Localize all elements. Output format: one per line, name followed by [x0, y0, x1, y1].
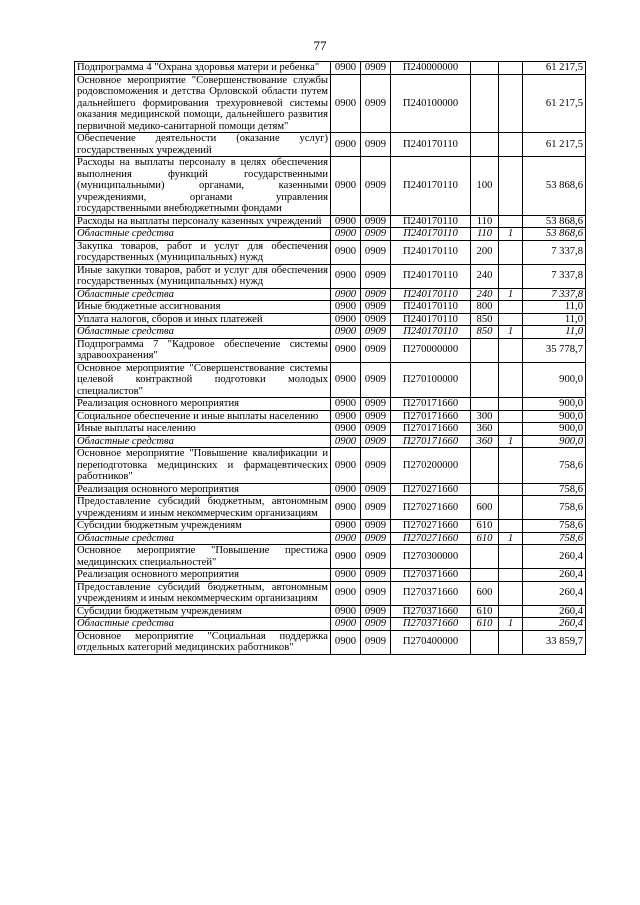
target-article-code: П270171660 — [391, 435, 471, 448]
subsection-code: 0909 — [361, 362, 391, 398]
subsection-code: 0909 — [361, 605, 391, 618]
expense-type-code — [471, 62, 499, 75]
subsection-code: 0909 — [361, 483, 391, 496]
amount: 900,0 — [523, 435, 586, 448]
amount: 7 337,8 — [523, 240, 586, 264]
funding-source-code — [499, 605, 523, 618]
target-article-code: П240100000 — [391, 74, 471, 133]
target-article-code: П270171660 — [391, 398, 471, 411]
item-name: Областные средства — [75, 532, 331, 545]
target-article-code: П270371660 — [391, 618, 471, 631]
target-article-code: П240170110 — [391, 215, 471, 228]
expense-type-code — [471, 630, 499, 654]
table-row — [75, 362, 586, 398]
section-code: 0900 — [331, 496, 361, 520]
target-article-code: П270200000 — [391, 448, 471, 484]
table-row — [75, 532, 586, 545]
target-article-code: П270400000 — [391, 630, 471, 654]
item-name: Иные бюджетные ассигнования — [75, 301, 331, 314]
amount: 758,6 — [523, 448, 586, 484]
section-code: 0900 — [331, 423, 361, 436]
section-code: 0900 — [331, 435, 361, 448]
target-article-code: П270271660 — [391, 483, 471, 496]
amount: 758,6 — [523, 520, 586, 533]
expense-type-code — [471, 448, 499, 484]
target-article-code: П240170110 — [391, 240, 471, 264]
funding-source-code: 1 — [499, 435, 523, 448]
subsection-code: 0909 — [361, 581, 391, 605]
target-article-code: П240000000 — [391, 62, 471, 75]
item-name: Расходы на выплаты персоналу в целях обеспечения выполнения функций государственными (муниципальными) органами, казенными учреждениями, органами управления государственными внебюджетными фондами — [75, 157, 331, 216]
amount: 900,0 — [523, 410, 586, 423]
section-code: 0900 — [331, 215, 361, 228]
section-code: 0900 — [331, 133, 361, 157]
item-name: Реализация основного мероприятия — [75, 483, 331, 496]
expense-type-code — [471, 133, 499, 157]
section-code: 0900 — [331, 398, 361, 411]
target-article-code: П240170110 — [391, 288, 471, 301]
subsection-code: 0909 — [361, 545, 391, 569]
expense-type-code: 100 — [471, 157, 499, 216]
subsection-code: 0909 — [361, 435, 391, 448]
table-row — [75, 618, 586, 631]
section-code: 0900 — [331, 630, 361, 654]
item-name: Областные средства — [75, 435, 331, 448]
subsection-code: 0909 — [361, 264, 391, 288]
item-name: Предоставление субсидий бюджетным, автономным учреждениям и иным некоммерческим организациям — [75, 496, 331, 520]
expense-type-code: 600 — [471, 581, 499, 605]
expense-type-code: 360 — [471, 435, 499, 448]
expense-type-code: 610 — [471, 605, 499, 618]
funding-source-code — [499, 448, 523, 484]
table-row — [75, 240, 586, 264]
target-article-code: П270000000 — [391, 338, 471, 362]
subsection-code: 0909 — [361, 313, 391, 326]
funding-source-code — [499, 496, 523, 520]
table-row — [75, 313, 586, 326]
section-code: 0900 — [331, 62, 361, 75]
funding-source-code: 1 — [499, 326, 523, 339]
target-article-code: П270271660 — [391, 520, 471, 533]
section-code: 0900 — [331, 313, 361, 326]
table-row — [75, 496, 586, 520]
item-name: Реализация основного мероприятия — [75, 569, 331, 582]
funding-source-code — [499, 157, 523, 216]
expense-type-code: 110 — [471, 228, 499, 241]
subsection-code: 0909 — [361, 228, 391, 241]
table-row — [75, 326, 586, 339]
expense-type-code — [471, 398, 499, 411]
expense-type-code: 610 — [471, 532, 499, 545]
table-row — [75, 215, 586, 228]
table-row — [75, 581, 586, 605]
item-name: Социальное обеспечение и иные выплаты населению — [75, 410, 331, 423]
expense-type-code: 240 — [471, 288, 499, 301]
item-name: Иные выплаты населению — [75, 423, 331, 436]
funding-source-code — [499, 423, 523, 436]
expense-type-code: 850 — [471, 326, 499, 339]
table-row — [75, 630, 586, 654]
item-name: Уплата налогов, сборов и иных платежей — [75, 313, 331, 326]
expense-type-code: 850 — [471, 313, 499, 326]
item-name: Областные средства — [75, 288, 331, 301]
amount: 61 217,5 — [523, 133, 586, 157]
expense-type-code: 200 — [471, 240, 499, 264]
expense-type-code: 300 — [471, 410, 499, 423]
expense-type-code: 610 — [471, 520, 499, 533]
amount: 7 337,8 — [523, 288, 586, 301]
item-name: Основное мероприятие "Повышение престижа медицинских специальностей" — [75, 545, 331, 569]
subsection-code: 0909 — [361, 448, 391, 484]
subsection-code: 0909 — [361, 62, 391, 75]
funding-source-code — [499, 133, 523, 157]
target-article-code: П270171660 — [391, 423, 471, 436]
expense-type-code — [471, 545, 499, 569]
section-code: 0900 — [331, 410, 361, 423]
section-code: 0900 — [331, 581, 361, 605]
table-row — [75, 398, 586, 411]
item-name: Областные средства — [75, 228, 331, 241]
section-code: 0900 — [331, 338, 361, 362]
funding-source-code — [499, 410, 523, 423]
item-name: Областные средства — [75, 326, 331, 339]
table-row — [75, 435, 586, 448]
section-code: 0900 — [331, 605, 361, 618]
target-article-code: П270371660 — [391, 569, 471, 582]
expense-type-code: 360 — [471, 423, 499, 436]
section-code: 0900 — [331, 74, 361, 133]
amount: 758,6 — [523, 496, 586, 520]
subsection-code: 0909 — [361, 520, 391, 533]
table-row — [75, 62, 586, 75]
funding-source-code — [499, 74, 523, 133]
amount: 11,0 — [523, 313, 586, 326]
table-row — [75, 264, 586, 288]
item-name: Реализация основного мероприятия — [75, 398, 331, 411]
subsection-code: 0909 — [361, 338, 391, 362]
target-article-code: П270300000 — [391, 545, 471, 569]
section-code: 0900 — [331, 532, 361, 545]
funding-source-code — [499, 62, 523, 75]
item-name: Основное мероприятие "Совершенствование системы целевой контрактной подготовки молодых специалистов" — [75, 362, 331, 398]
table-row — [75, 423, 586, 436]
target-article-code: П240170110 — [391, 313, 471, 326]
amount: 260,4 — [523, 618, 586, 631]
target-article-code: П240170110 — [391, 264, 471, 288]
section-code: 0900 — [331, 618, 361, 631]
section-code: 0900 — [331, 301, 361, 314]
table-row — [75, 483, 586, 496]
amount: 758,6 — [523, 532, 586, 545]
item-name: Иные закупки товаров, работ и услуг для обеспечения государственных (муниципальных) нужд — [75, 264, 331, 288]
table-row — [75, 448, 586, 484]
table-row — [75, 520, 586, 533]
table-row — [75, 288, 586, 301]
item-name: Обеспечение деятельности (оказание услуг) государственных учреждений — [75, 133, 331, 157]
item-name: Расходы на выплаты персоналу казенных учреждений — [75, 215, 331, 228]
expense-type-code — [471, 338, 499, 362]
amount: 11,0 — [523, 326, 586, 339]
subsection-code: 0909 — [361, 326, 391, 339]
item-name: Закупка товаров, работ и услуг для обеспечения государственных (муниципальных) нужд — [75, 240, 331, 264]
target-article-code: П240170110 — [391, 326, 471, 339]
item-name: Подпрограмма 7 "Кадровое обеспечение системы здравоохранения" — [75, 338, 331, 362]
table-row — [75, 301, 586, 314]
expense-type-code — [471, 74, 499, 133]
expense-type-code: 610 — [471, 618, 499, 631]
funding-source-code — [499, 362, 523, 398]
funding-source-code: 1 — [499, 618, 523, 631]
subsection-code: 0909 — [361, 569, 391, 582]
funding-source-code: 1 — [499, 532, 523, 545]
amount: 35 778,7 — [523, 338, 586, 362]
section-code: 0900 — [331, 240, 361, 264]
expense-type-code: 800 — [471, 301, 499, 314]
amount: 260,4 — [523, 581, 586, 605]
table-row — [75, 133, 586, 157]
table-row — [75, 410, 586, 423]
amount: 53 868,6 — [523, 228, 586, 241]
amount: 900,0 — [523, 362, 586, 398]
page-number: 77 — [313, 38, 327, 53]
subsection-code: 0909 — [361, 240, 391, 264]
table-row — [75, 157, 586, 216]
amount: 61 217,5 — [523, 62, 586, 75]
funding-source-code — [499, 545, 523, 569]
expense-type-code — [471, 483, 499, 496]
funding-source-code — [499, 264, 523, 288]
subsection-code: 0909 — [361, 532, 391, 545]
subsection-code: 0909 — [361, 618, 391, 631]
table-row — [75, 545, 586, 569]
funding-source-code — [499, 215, 523, 228]
item-name: Основное мероприятие "Повышение квалификации и переподготовка медицинских и фармацевтических работников" — [75, 448, 331, 484]
amount: 260,4 — [523, 545, 586, 569]
funding-source-code — [499, 630, 523, 654]
funding-source-code — [499, 581, 523, 605]
table-row — [75, 228, 586, 241]
section-code: 0900 — [331, 545, 361, 569]
target-article-code: П270171660 — [391, 410, 471, 423]
amount: 53 868,6 — [523, 157, 586, 216]
subsection-code: 0909 — [361, 215, 391, 228]
target-article-code: П270271660 — [391, 496, 471, 520]
funding-source-code — [499, 398, 523, 411]
subsection-code: 0909 — [361, 157, 391, 216]
target-article-code: П270371660 — [391, 605, 471, 618]
funding-source-code — [499, 569, 523, 582]
section-code: 0900 — [331, 362, 361, 398]
table-row — [75, 605, 586, 618]
section-code: 0900 — [331, 157, 361, 216]
budget-table — [74, 61, 586, 655]
expense-type-code — [471, 569, 499, 582]
table-row — [75, 569, 586, 582]
funding-source-code — [499, 483, 523, 496]
section-code: 0900 — [331, 288, 361, 301]
target-article-code: П240170110 — [391, 157, 471, 216]
subsection-code: 0909 — [361, 496, 391, 520]
section-code: 0900 — [331, 483, 361, 496]
amount: 11,0 — [523, 301, 586, 314]
target-article-code: П270271660 — [391, 532, 471, 545]
funding-source-code — [499, 301, 523, 314]
subsection-code: 0909 — [361, 423, 391, 436]
target-article-code: П270371660 — [391, 581, 471, 605]
funding-source-code — [499, 338, 523, 362]
item-name: Областные средства — [75, 618, 331, 631]
funding-source-code: 1 — [499, 228, 523, 241]
subsection-code: 0909 — [361, 288, 391, 301]
target-article-code: П240170110 — [391, 228, 471, 241]
expense-type-code: 240 — [471, 264, 499, 288]
item-name: Субсидии бюджетным учреждениям — [75, 520, 331, 533]
subsection-code: 0909 — [361, 398, 391, 411]
amount: 53 868,6 — [523, 215, 586, 228]
amount: 260,4 — [523, 605, 586, 618]
amount: 7 337,8 — [523, 264, 586, 288]
section-code: 0900 — [331, 448, 361, 484]
table-row — [75, 338, 586, 362]
section-code: 0900 — [331, 326, 361, 339]
subsection-code: 0909 — [361, 410, 391, 423]
table-row — [75, 74, 586, 133]
funding-source-code — [499, 240, 523, 264]
funding-source-code — [499, 520, 523, 533]
item-name: Основное мероприятие "Совершенствование службы родовспоможения и детства Орловской области путем дальнейшего формирования трехуровневой системы оказания медицинской помощи, дальнейшего развития первичной медико-санитарной помощи детям" — [75, 74, 331, 133]
subsection-code: 0909 — [361, 301, 391, 314]
expense-type-code — [471, 362, 499, 398]
item-name: Основное мероприятие "Социальная поддержка отдельных категорий медицинских работников" — [75, 630, 331, 654]
target-article-code: П270100000 — [391, 362, 471, 398]
subsection-code: 0909 — [361, 630, 391, 654]
expense-type-code: 600 — [471, 496, 499, 520]
amount: 33 859,7 — [523, 630, 586, 654]
section-code: 0900 — [331, 264, 361, 288]
expense-type-code: 110 — [471, 215, 499, 228]
amount: 61 217,5 — [523, 74, 586, 133]
amount: 758,6 — [523, 483, 586, 496]
item-name: Подпрограмма 4 "Охрана здоровья матери и ребенка" — [75, 62, 331, 75]
amount: 900,0 — [523, 423, 586, 436]
target-article-code: П240170110 — [391, 301, 471, 314]
amount: 260,4 — [523, 569, 586, 582]
funding-source-code — [499, 313, 523, 326]
section-code: 0900 — [331, 520, 361, 533]
target-article-code: П240170110 — [391, 133, 471, 157]
item-name: Субсидии бюджетным учреждениям — [75, 605, 331, 618]
subsection-code: 0909 — [361, 74, 391, 133]
section-code: 0900 — [331, 228, 361, 241]
item-name: Предоставление субсидий бюджетным, автономным учреждениям и иным некоммерческим организациям — [75, 581, 331, 605]
section-code: 0900 — [331, 569, 361, 582]
funding-source-code: 1 — [499, 288, 523, 301]
amount: 900,0 — [523, 398, 586, 411]
subsection-code: 0909 — [361, 133, 391, 157]
